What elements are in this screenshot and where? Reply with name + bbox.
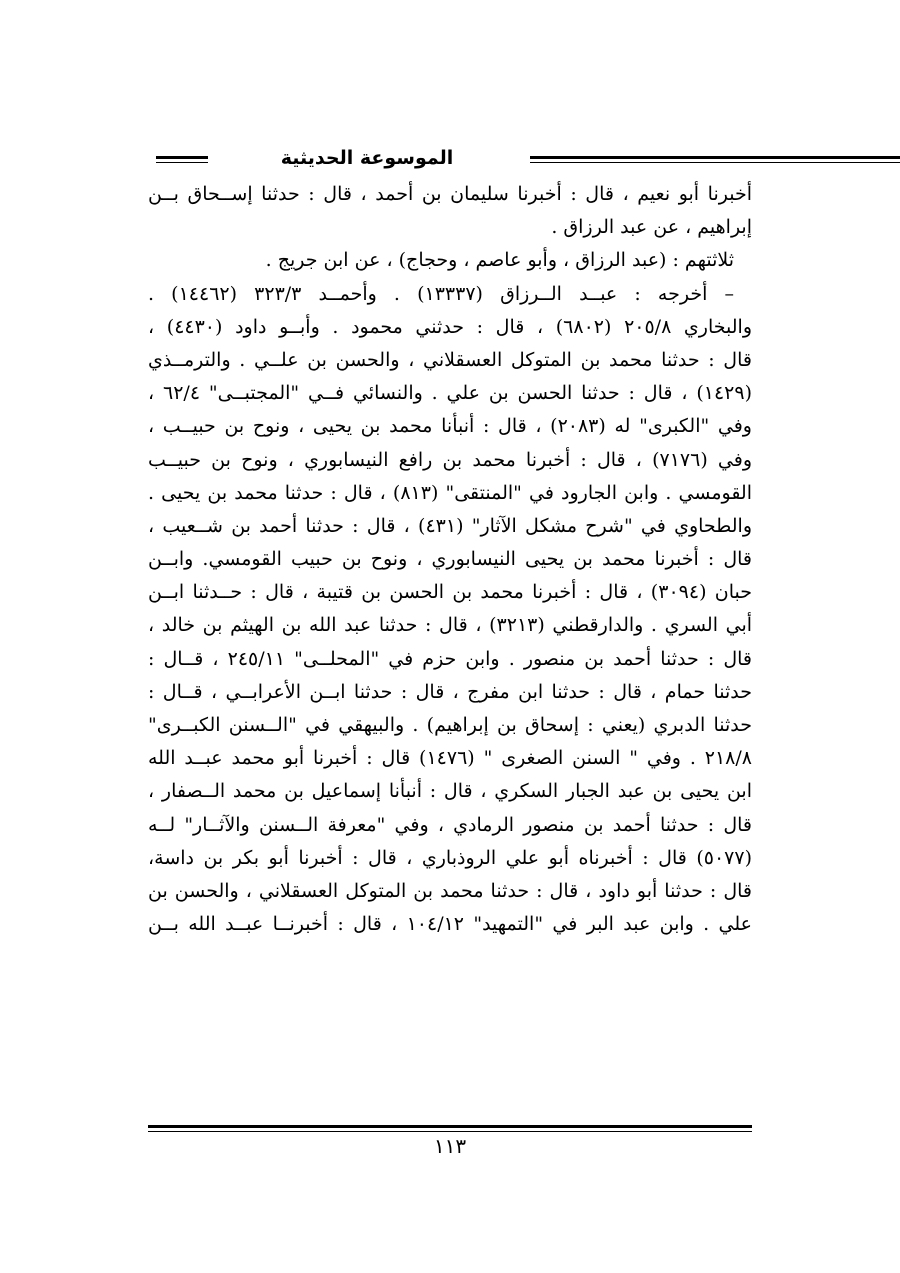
text-line: وفي (٧١٧٦) ، قال : أخبرنا محمد بن رافع النيسابوري ، ونوح بن حبيــب: [148, 448, 752, 471]
text-line: علي . وابن عبد البر في "التمهيد" ١٠٤/١٢ ، قال : أخبرنــا عبــد الله بــن: [148, 913, 752, 936]
text-line: قال : حدثنا محمد بن المتوكل العسقلاني ، والحسن بن علــي . والترمــذي: [148, 348, 752, 371]
text-line: ٢١٨/٨ . وفي " السنن الصغرى " (١٤٧٦) قال : أخبرنا أبو محمد عبــد الله: [148, 747, 752, 770]
text-line: ثلاثتهم : (عبد الرزاق ، وأبو عاصم ، وحجاج) ، عن ابن جريج .: [265, 249, 734, 272]
text-line: قال : أخبرنا محمد بن يحيى النيسابوري ، ونوح بن حبيب القومسي. وابــن: [148, 548, 752, 571]
text-line: حدثنا حمام ، قال : حدثنا ابن مفرج ، قال : حدثنا ابــن الأعرابــي ، قــال :: [148, 680, 752, 703]
text-line: إبراهيم ، عن عبد الرزاق .: [551, 216, 752, 239]
text-line: حبان (٣٠٩٤) ، قال : أخبرنا محمد بن الحسن بن قتيبة ، قال : حــدثنا ابــن: [148, 581, 752, 604]
body-text: [148, 178, 752, 941]
page-number: ١١٣: [433, 1134, 467, 1158]
text-line: القومسي . وابن الجارود في "المنتقى" (٨١٣) ، قال : حدثنا محمد بن يحيى .: [148, 481, 752, 504]
text-line: قال : حدثنا أبو داود ، قال : حدثنا محمد بن المتوكل العسقلاني ، والحسن بن: [148, 879, 752, 902]
text-line: والبخاري ٢٠٥/٨ (٦٨٠٢) ، قال : حدثني محمود . وأبــو داود (٤٤٣٠) ،: [148, 315, 752, 338]
text-line: – أخرجه : عبــد الــرزاق (١٣٣٣٧) . وأحمــد ٣٢٣/٣ (١٤٤٦٢) .: [148, 282, 734, 305]
text-line: (٥٠٧٧) قال : أخبرناه أبو علي الروذباري ، قال : أخبرنا أبو بكر بن داسة،: [148, 846, 752, 869]
text-line: أخبرنا أبو نعيم ، قال : أخبرنا سليمان بن أحمد ، قال : حدثنا إســحاق بــن: [148, 183, 752, 205]
header-title: الموسوعة الحديثية: [280, 147, 454, 169]
text-line: قال : حدثنا أحمد بن منصور الرمادي ، وفي "معرفة الــسنن والآثــار" لــه: [148, 813, 752, 836]
text-line: قال : حدثنا أحمد بن منصور . وابن حزم في "المحلــى" ٢٤٥/١١ ، قــال :: [148, 647, 752, 670]
footer-rule: [148, 1125, 752, 1132]
text-line: ابن يحيى بن عبد الجبار السكري ، قال : أنبأنا إسماعيل بن محمد الــصفار ،: [148, 780, 752, 803]
text-line: والطحاوي في "شرح مشكل الآثار" (٤٣١) ، قال : حدثنا أحمد بن شــعيب ،: [148, 514, 752, 537]
text-line: (١٤٢٩) ، قال : حدثنا الحسن بن علي . والنسائي فــي "المجتبــى" ٦٢/٤ ،: [148, 382, 752, 405]
text-line: وفي "الكبرى" له (٢٠٨٣) ، قال : أنبأنا محمد بن يحيى ، ونوح بن حبيــب ،: [148, 415, 752, 438]
text-line: حدثنا الدبري (يعني : إسحاق بن إبراهيم) . والبيهقي في "الــسنن الكبــرى": [148, 714, 752, 736]
header-rule-left: [156, 156, 208, 163]
running-header: [148, 142, 752, 174]
text-line: أبي السري . والدارقطني (٣٢١٣) ، قال : حدثنا عبد الله بن الهيثم بن خالد ،: [148, 614, 752, 637]
header-rule-right: [530, 156, 900, 163]
